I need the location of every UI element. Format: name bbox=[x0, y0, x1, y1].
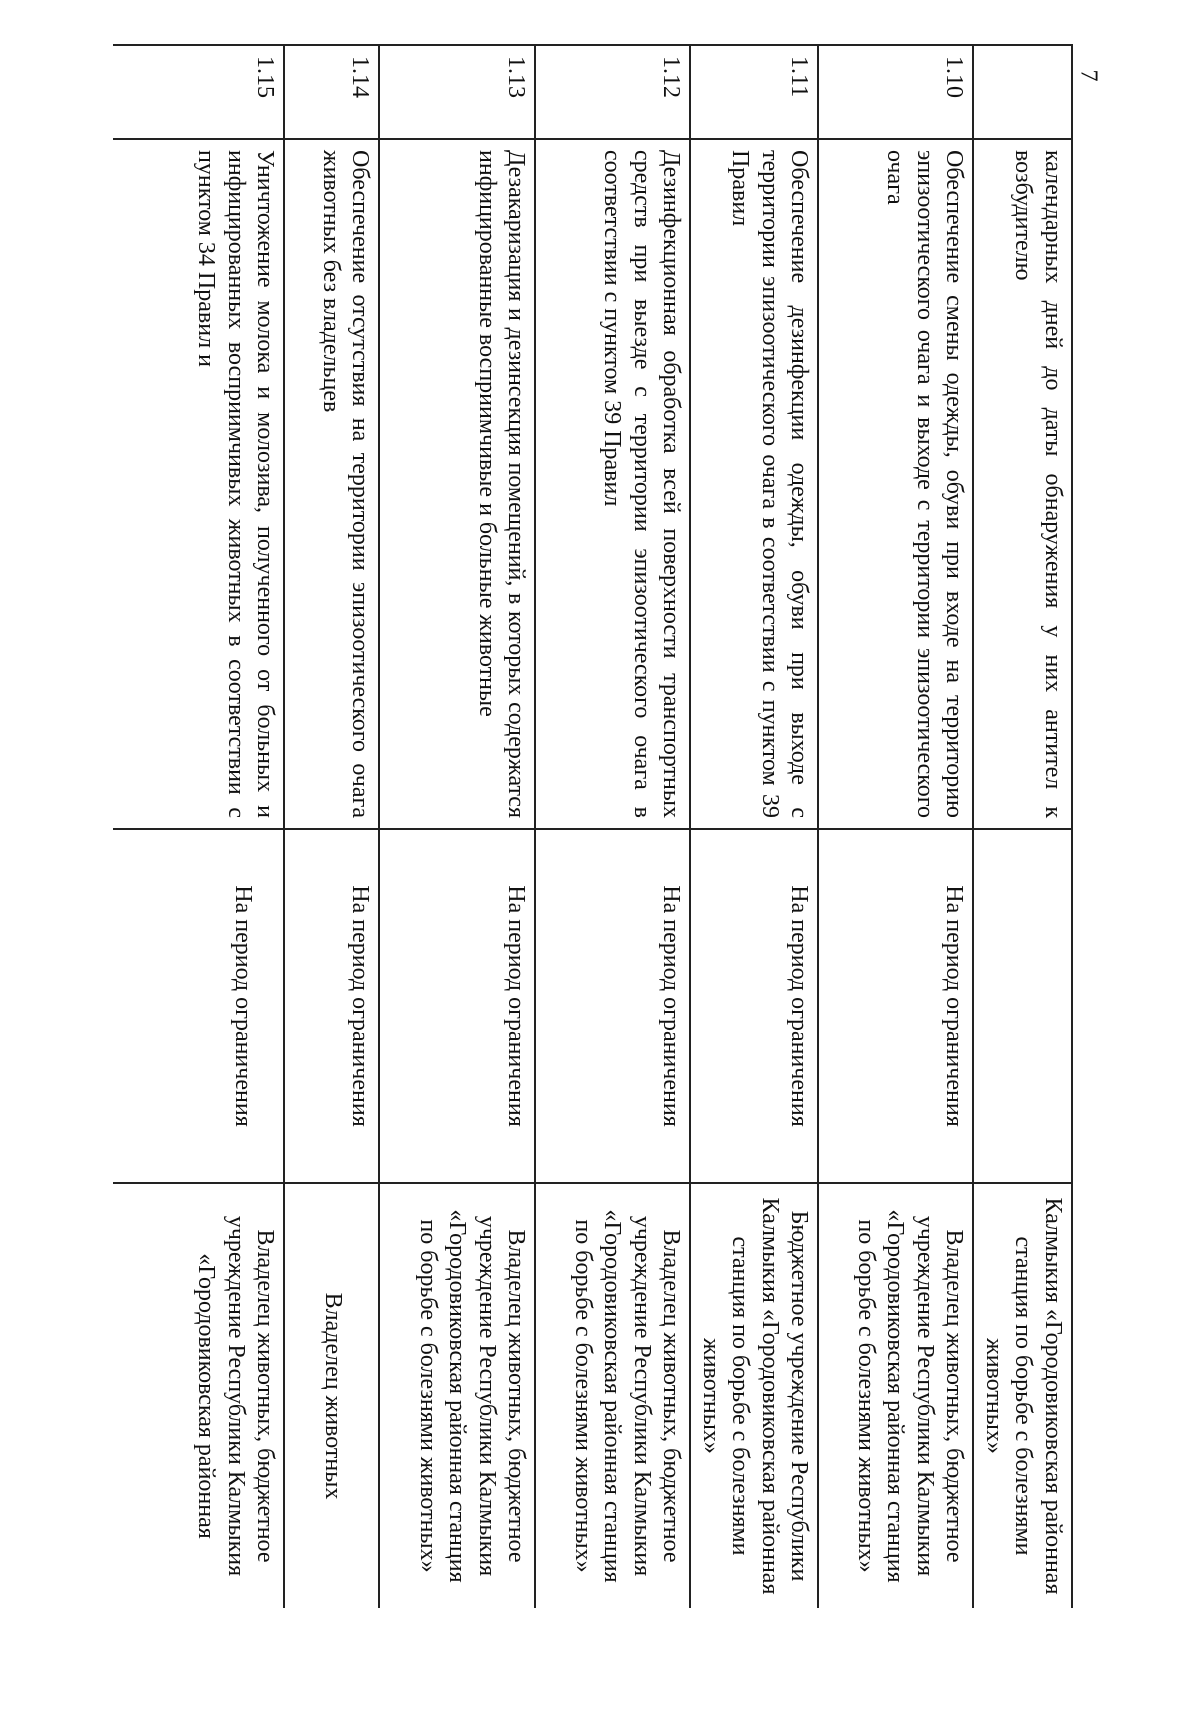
document-table-container bbox=[113, 44, 1073, 1608]
measure-description: календарных дней до даты обнаружения у них антител к возбудителю bbox=[973, 139, 1072, 829]
responsible-party: Владелец животных, бюджетное учреждение Республики Калмыкия «Городовиковская районная станция по борьбе с болезнями животных» bbox=[535, 1183, 690, 1608]
measure-term: На период ограничения bbox=[379, 829, 535, 1183]
measure-description: Уничтожение молока и молозива, полученного от больных и инфицированных восприимчивых животных в соответствии с пунктом 34 Правил и bbox=[113, 139, 284, 829]
row-number: 1.13 bbox=[379, 45, 535, 139]
responsible-party: Владелец животных bbox=[284, 1183, 379, 1608]
measure-description: Обеспечение смены одежды, обуви при входе на территорию эпизоотического очага и выходе с территории эпизоотического очага bbox=[818, 139, 973, 829]
row-number: 1.14 bbox=[284, 45, 379, 139]
measure-term: На период ограничения bbox=[535, 829, 690, 1183]
responsible-party: Владелец животных, бюджетное учреждение Республики Калмыкия «Городовиковская районная bbox=[113, 1183, 284, 1608]
measure-description: Обеспечение дезинфекции одежды, обуви при выходе с территории эпизоотического очага в соответствии с пунктом 39 Правил bbox=[690, 139, 818, 829]
table-row bbox=[113, 45, 284, 1608]
row-number: 1.10 bbox=[818, 45, 973, 139]
table-row bbox=[690, 45, 818, 1608]
row-number bbox=[973, 45, 1072, 139]
page-number: 7 bbox=[1075, 69, 1102, 82]
responsible-party: Владелец животных, бюджетное учреждение Республики Калмыкия «Городовиковская районная станция по борьбе с болезнями животных» bbox=[818, 1183, 973, 1608]
table-row bbox=[535, 45, 690, 1608]
measure-term: На период ограничения bbox=[113, 829, 284, 1183]
table-row bbox=[284, 45, 379, 1608]
responsible-party: Калмыкия «Городовиковская районная станция по борьбе с болезнями животных» bbox=[973, 1183, 1072, 1608]
measure-term bbox=[973, 829, 1072, 1183]
measures-table bbox=[113, 44, 1073, 1608]
responsible-party: Владелец животных, бюджетное учреждение Республики Калмыкия «Городовиковская районная станция по борьбе с болезнями животных» bbox=[379, 1183, 535, 1608]
measure-term: На период ограничения bbox=[284, 829, 379, 1183]
measure-description: Дезинфекционная обработка всей поверхности транспортных средств при выезде с территории эпизоотического очага в соответствии с пунктом 39 Правил bbox=[535, 139, 690, 829]
rotated-table-frame bbox=[113, 44, 1073, 1608]
row-number: 1.15 bbox=[113, 45, 284, 139]
row-number: 1.12 bbox=[535, 45, 690, 139]
measure-description: Дезакаризация и дезинсекция помещений, в которых содержатся инфицированные восприимчивые и больные животные bbox=[379, 139, 535, 829]
responsible-party: Бюджетное учреждение Республики Калмыкия «Городовиковская районная станция по борьбе с болезнями животных» bbox=[690, 1183, 818, 1608]
table-row bbox=[973, 45, 1072, 1608]
measure-description: Обеспечение отсутствия на территории эпизоотического очага животных без владельцев bbox=[284, 139, 379, 829]
table-row bbox=[818, 45, 973, 1608]
table-row bbox=[379, 45, 535, 1608]
measure-term: На период ограничения bbox=[690, 829, 818, 1183]
row-number: 1.11 bbox=[690, 45, 818, 139]
measure-term: На период ограничения bbox=[818, 829, 973, 1183]
